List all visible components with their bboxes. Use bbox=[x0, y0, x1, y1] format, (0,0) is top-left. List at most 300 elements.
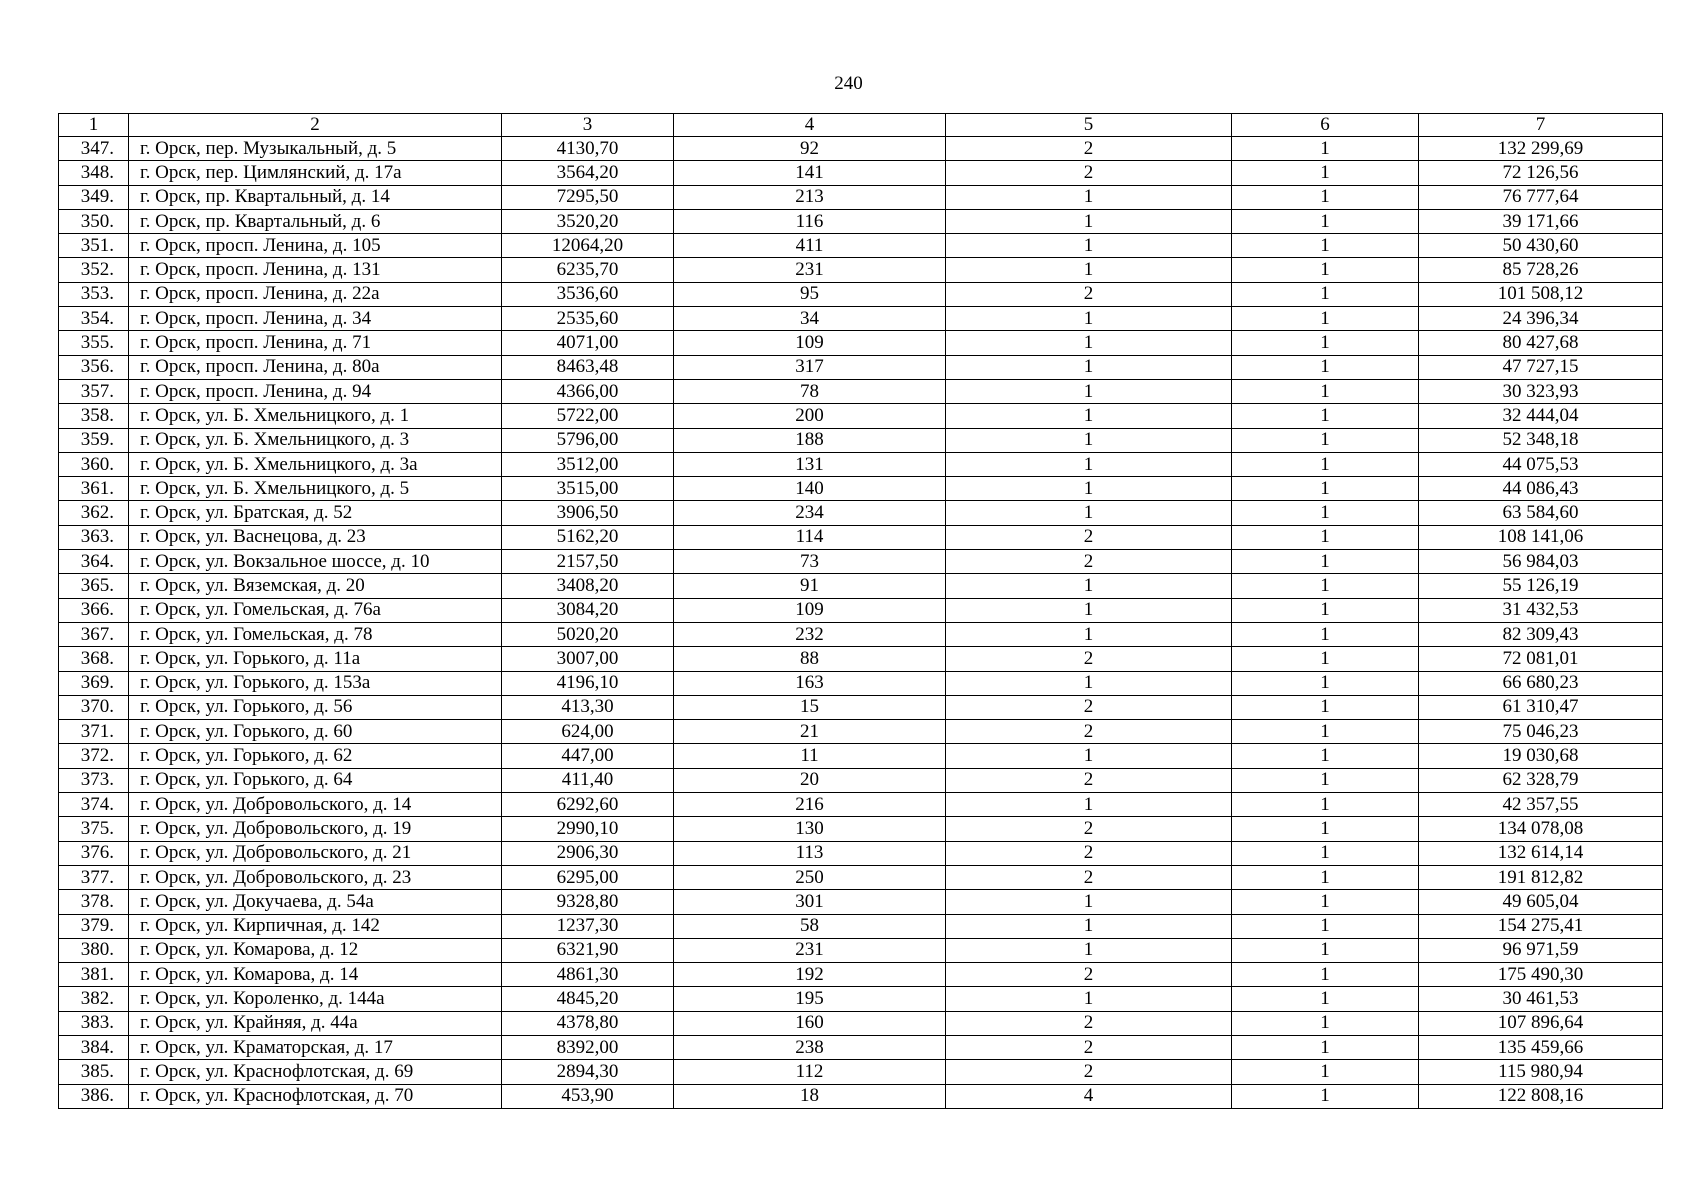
row-number-cell: 360. bbox=[59, 452, 129, 476]
address-cell: г. Орск, ул. Братская, д. 52 bbox=[129, 501, 502, 525]
col5-cell: 4 bbox=[946, 1084, 1232, 1108]
col5-cell: 2 bbox=[946, 768, 1232, 792]
table-row bbox=[59, 938, 1663, 962]
column-header: 6 bbox=[1232, 114, 1419, 137]
area-cell: 3520,20 bbox=[502, 209, 674, 233]
table-row bbox=[59, 987, 1663, 1011]
row-number-cell: 380. bbox=[59, 938, 129, 962]
address-cell: г. Орск, ул. Б. Хмельницкого, д. 3а bbox=[129, 452, 502, 476]
address-cell: г. Орск, ул. Короленко, д. 144а bbox=[129, 987, 502, 1011]
col4-cell: 78 bbox=[674, 379, 946, 403]
col4-cell: 188 bbox=[674, 428, 946, 452]
row-number-cell: 365. bbox=[59, 574, 129, 598]
col4-cell: 213 bbox=[674, 185, 946, 209]
col4-cell: 411 bbox=[674, 234, 946, 258]
area-cell: 624,00 bbox=[502, 720, 674, 744]
row-number-cell: 362. bbox=[59, 501, 129, 525]
row-number-cell: 378. bbox=[59, 890, 129, 914]
col4-cell: 250 bbox=[674, 865, 946, 889]
row-number-cell: 367. bbox=[59, 622, 129, 646]
area-cell: 5162,20 bbox=[502, 525, 674, 549]
table-row bbox=[59, 1011, 1663, 1035]
address-cell: г. Орск, ул. Краснофлотская, д. 70 bbox=[129, 1084, 502, 1108]
col6-cell: 1 bbox=[1232, 355, 1419, 379]
row-number-cell: 358. bbox=[59, 404, 129, 428]
address-cell: г. Орск, ул. Б. Хмельницкого, д. 3 bbox=[129, 428, 502, 452]
col5-cell: 1 bbox=[946, 744, 1232, 768]
col5-cell: 1 bbox=[946, 258, 1232, 282]
table-row bbox=[59, 841, 1663, 865]
area-cell: 4196,10 bbox=[502, 671, 674, 695]
address-cell: г. Орск, ул. Краснофлотская, д. 69 bbox=[129, 1060, 502, 1084]
amount-cell: 61 310,47 bbox=[1419, 695, 1663, 719]
col6-cell: 1 bbox=[1232, 331, 1419, 355]
col4-cell: 192 bbox=[674, 963, 946, 987]
area-cell: 4366,00 bbox=[502, 379, 674, 403]
row-number-cell: 364. bbox=[59, 550, 129, 574]
table-row bbox=[59, 331, 1663, 355]
address-cell: г. Орск, ул. Вяземская, д. 20 bbox=[129, 574, 502, 598]
amount-cell: 115 980,94 bbox=[1419, 1060, 1663, 1084]
address-cell: г. Орск, ул. Б. Хмельницкого, д. 5 bbox=[129, 477, 502, 501]
amount-cell: 75 046,23 bbox=[1419, 720, 1663, 744]
amount-cell: 50 430,60 bbox=[1419, 234, 1663, 258]
row-number-cell: 354. bbox=[59, 307, 129, 331]
address-cell: г. Орск, просп. Ленина, д. 94 bbox=[129, 379, 502, 403]
col5-cell: 2 bbox=[946, 817, 1232, 841]
address-cell: г. Орск, ул. Гомельская, д. 76а bbox=[129, 598, 502, 622]
col4-cell: 163 bbox=[674, 671, 946, 695]
area-cell: 8463,48 bbox=[502, 355, 674, 379]
amount-cell: 39 171,66 bbox=[1419, 209, 1663, 233]
col4-cell: 114 bbox=[674, 525, 946, 549]
address-cell: г. Орск, ул. Гомельская, д. 78 bbox=[129, 622, 502, 646]
amount-cell: 56 984,03 bbox=[1419, 550, 1663, 574]
address-cell: г. Орск, просп. Ленина, д. 22а bbox=[129, 282, 502, 306]
col6-cell: 1 bbox=[1232, 622, 1419, 646]
col4-cell: 15 bbox=[674, 695, 946, 719]
col6-cell: 1 bbox=[1232, 307, 1419, 331]
table-row bbox=[59, 258, 1663, 282]
row-number-cell: 376. bbox=[59, 841, 129, 865]
row-number-cell: 348. bbox=[59, 161, 129, 185]
table-row bbox=[59, 477, 1663, 501]
row-number-cell: 353. bbox=[59, 282, 129, 306]
col5-cell: 1 bbox=[946, 477, 1232, 501]
col6-cell: 1 bbox=[1232, 1035, 1419, 1059]
col5-cell: 1 bbox=[946, 209, 1232, 233]
row-number-cell: 385. bbox=[59, 1060, 129, 1084]
amount-cell: 96 971,59 bbox=[1419, 938, 1663, 962]
col5-cell: 2 bbox=[946, 525, 1232, 549]
row-number-cell: 355. bbox=[59, 331, 129, 355]
col6-cell: 1 bbox=[1232, 1084, 1419, 1108]
address-cell: г. Орск, ул. Комарова, д. 12 bbox=[129, 938, 502, 962]
col5-cell: 2 bbox=[946, 161, 1232, 185]
amount-cell: 19 030,68 bbox=[1419, 744, 1663, 768]
amount-cell: 82 309,43 bbox=[1419, 622, 1663, 646]
row-number-cell: 383. bbox=[59, 1011, 129, 1035]
col5-cell: 2 bbox=[946, 1060, 1232, 1084]
col5-cell: 2 bbox=[946, 647, 1232, 671]
col5-cell: 2 bbox=[946, 550, 1232, 574]
row-number-cell: 375. bbox=[59, 817, 129, 841]
amount-cell: 175 490,30 bbox=[1419, 963, 1663, 987]
amount-cell: 32 444,04 bbox=[1419, 404, 1663, 428]
table-row bbox=[59, 817, 1663, 841]
amount-cell: 107 896,64 bbox=[1419, 1011, 1663, 1035]
area-cell: 7295,50 bbox=[502, 185, 674, 209]
area-cell: 5020,20 bbox=[502, 622, 674, 646]
col4-cell: 20 bbox=[674, 768, 946, 792]
col4-cell: 234 bbox=[674, 501, 946, 525]
col6-cell: 1 bbox=[1232, 525, 1419, 549]
area-cell: 8392,00 bbox=[502, 1035, 674, 1059]
row-number-cell: 370. bbox=[59, 695, 129, 719]
col4-cell: 34 bbox=[674, 307, 946, 331]
area-cell: 4071,00 bbox=[502, 331, 674, 355]
col6-cell: 1 bbox=[1232, 258, 1419, 282]
area-cell: 3536,60 bbox=[502, 282, 674, 306]
area-cell: 4378,80 bbox=[502, 1011, 674, 1035]
address-cell: г. Орск, пр. Квартальный, д. 6 bbox=[129, 209, 502, 233]
col6-cell: 1 bbox=[1232, 793, 1419, 817]
address-cell: г. Орск, ул. Горького, д. 60 bbox=[129, 720, 502, 744]
address-cell: г. Орск, ул. Добровольского, д. 21 bbox=[129, 841, 502, 865]
row-number-cell: 356. bbox=[59, 355, 129, 379]
col6-cell: 1 bbox=[1232, 452, 1419, 476]
col4-cell: 113 bbox=[674, 841, 946, 865]
address-cell: г. Орск, ул. Добровольского, д. 23 bbox=[129, 865, 502, 889]
address-cell: г. Орск, ул. Кирпичная, д. 142 bbox=[129, 914, 502, 938]
col4-cell: 109 bbox=[674, 598, 946, 622]
row-number-cell: 349. bbox=[59, 185, 129, 209]
address-cell: г. Орск, просп. Ленина, д. 131 bbox=[129, 258, 502, 282]
area-cell: 2906,30 bbox=[502, 841, 674, 865]
row-number-cell: 371. bbox=[59, 720, 129, 744]
area-cell: 6295,00 bbox=[502, 865, 674, 889]
row-number-cell: 386. bbox=[59, 1084, 129, 1108]
amount-cell: 24 396,34 bbox=[1419, 307, 1663, 331]
area-cell: 3512,00 bbox=[502, 452, 674, 476]
col6-cell: 1 bbox=[1232, 695, 1419, 719]
address-cell: г. Орск, пр. Квартальный, д. 14 bbox=[129, 185, 502, 209]
amount-cell: 52 348,18 bbox=[1419, 428, 1663, 452]
address-cell: г. Орск, ул. Васнецова, д. 23 bbox=[129, 525, 502, 549]
row-number-cell: 377. bbox=[59, 865, 129, 889]
column-header: 4 bbox=[674, 114, 946, 137]
col5-cell: 1 bbox=[946, 428, 1232, 452]
table-row bbox=[59, 282, 1663, 306]
col6-cell: 1 bbox=[1232, 209, 1419, 233]
row-number-cell: 382. bbox=[59, 987, 129, 1011]
amount-cell: 30 461,53 bbox=[1419, 987, 1663, 1011]
col4-cell: 232 bbox=[674, 622, 946, 646]
col6-cell: 1 bbox=[1232, 185, 1419, 209]
table-row bbox=[59, 622, 1663, 646]
row-number-cell: 368. bbox=[59, 647, 129, 671]
col5-cell: 1 bbox=[946, 452, 1232, 476]
address-cell: г. Орск, ул. Горького, д. 64 bbox=[129, 768, 502, 792]
col6-cell: 1 bbox=[1232, 404, 1419, 428]
area-cell: 9328,80 bbox=[502, 890, 674, 914]
amount-cell: 132 614,14 bbox=[1419, 841, 1663, 865]
col4-cell: 11 bbox=[674, 744, 946, 768]
col4-cell: 112 bbox=[674, 1060, 946, 1084]
area-cell: 1237,30 bbox=[502, 914, 674, 938]
area-cell: 6292,60 bbox=[502, 793, 674, 817]
amount-cell: 62 328,79 bbox=[1419, 768, 1663, 792]
row-number-cell: 351. bbox=[59, 234, 129, 258]
amount-cell: 47 727,15 bbox=[1419, 355, 1663, 379]
col4-cell: 231 bbox=[674, 938, 946, 962]
address-cell: г. Орск, ул. Горького, д. 62 bbox=[129, 744, 502, 768]
column-header: 5 bbox=[946, 114, 1232, 137]
col4-cell: 130 bbox=[674, 817, 946, 841]
amount-cell: 72 081,01 bbox=[1419, 647, 1663, 671]
address-cell: г. Орск, ул. Добровольского, д. 14 bbox=[129, 793, 502, 817]
area-cell: 2157,50 bbox=[502, 550, 674, 574]
data-table bbox=[58, 113, 1663, 1109]
col6-cell: 1 bbox=[1232, 501, 1419, 525]
col6-cell: 1 bbox=[1232, 938, 1419, 962]
area-cell: 3564,20 bbox=[502, 161, 674, 185]
address-cell: г. Орск, ул. Докучаева, д. 54а bbox=[129, 890, 502, 914]
col6-cell: 1 bbox=[1232, 477, 1419, 501]
address-cell: г. Орск, ул. Комарова, д. 14 bbox=[129, 963, 502, 987]
table-row bbox=[59, 768, 1663, 792]
area-cell: 3084,20 bbox=[502, 598, 674, 622]
address-cell: г. Орск, ул. Вокзальное шоссе, д. 10 bbox=[129, 550, 502, 574]
row-number-cell: 369. bbox=[59, 671, 129, 695]
row-number-cell: 352. bbox=[59, 258, 129, 282]
table-row bbox=[59, 793, 1663, 817]
address-cell: г. Орск, пер. Музыкальный, д. 5 bbox=[129, 137, 502, 161]
col6-cell: 1 bbox=[1232, 598, 1419, 622]
col6-cell: 1 bbox=[1232, 282, 1419, 306]
address-cell: г. Орск, ул. Крайняя, д. 44а bbox=[129, 1011, 502, 1035]
table-row bbox=[59, 598, 1663, 622]
address-cell: г. Орск, ул. Горького, д. 11а bbox=[129, 647, 502, 671]
row-number-cell: 361. bbox=[59, 477, 129, 501]
amount-cell: 49 605,04 bbox=[1419, 890, 1663, 914]
row-number-cell: 372. bbox=[59, 744, 129, 768]
table-row bbox=[59, 720, 1663, 744]
area-cell: 453,90 bbox=[502, 1084, 674, 1108]
amount-cell: 44 075,53 bbox=[1419, 452, 1663, 476]
table-row bbox=[59, 501, 1663, 525]
col4-cell: 92 bbox=[674, 137, 946, 161]
row-number-cell: 359. bbox=[59, 428, 129, 452]
amount-cell: 154 275,41 bbox=[1419, 914, 1663, 938]
col4-cell: 88 bbox=[674, 647, 946, 671]
table-row bbox=[59, 574, 1663, 598]
table-row bbox=[59, 1060, 1663, 1084]
table-row bbox=[59, 355, 1663, 379]
amount-cell: 134 078,08 bbox=[1419, 817, 1663, 841]
row-number-cell: 374. bbox=[59, 793, 129, 817]
col5-cell: 1 bbox=[946, 987, 1232, 1011]
col6-cell: 1 bbox=[1232, 1011, 1419, 1035]
table-row bbox=[59, 671, 1663, 695]
amount-cell: 122 808,16 bbox=[1419, 1084, 1663, 1108]
col6-cell: 1 bbox=[1232, 550, 1419, 574]
col5-cell: 1 bbox=[946, 622, 1232, 646]
col4-cell: 109 bbox=[674, 331, 946, 355]
table-row bbox=[59, 161, 1663, 185]
col5-cell: 2 bbox=[946, 1011, 1232, 1035]
amount-cell: 30 323,93 bbox=[1419, 379, 1663, 403]
col6-cell: 1 bbox=[1232, 137, 1419, 161]
col5-cell: 1 bbox=[946, 185, 1232, 209]
table-row bbox=[59, 647, 1663, 671]
col4-cell: 131 bbox=[674, 452, 946, 476]
amount-cell: 135 459,66 bbox=[1419, 1035, 1663, 1059]
table-row bbox=[59, 404, 1663, 428]
area-cell: 4130,70 bbox=[502, 137, 674, 161]
area-cell: 413,30 bbox=[502, 695, 674, 719]
col4-cell: 216 bbox=[674, 793, 946, 817]
table-header-row bbox=[59, 114, 1663, 137]
amount-cell: 191 812,82 bbox=[1419, 865, 1663, 889]
address-cell: г. Орск, просп. Ленина, д. 71 bbox=[129, 331, 502, 355]
area-cell: 3007,00 bbox=[502, 647, 674, 671]
area-cell: 411,40 bbox=[502, 768, 674, 792]
table-row bbox=[59, 914, 1663, 938]
col5-cell: 2 bbox=[946, 720, 1232, 744]
area-cell: 12064,20 bbox=[502, 234, 674, 258]
page-number: 240 bbox=[834, 73, 863, 94]
row-number-cell: 366. bbox=[59, 598, 129, 622]
col5-cell: 2 bbox=[946, 1035, 1232, 1059]
amount-cell: 85 728,26 bbox=[1419, 258, 1663, 282]
address-cell: г. Орск, пер. Цимлянский, д. 17а bbox=[129, 161, 502, 185]
area-cell: 3408,20 bbox=[502, 574, 674, 598]
table-row bbox=[59, 695, 1663, 719]
area-cell: 3515,00 bbox=[502, 477, 674, 501]
address-cell: г. Орск, просп. Ленина, д. 105 bbox=[129, 234, 502, 258]
address-cell: г. Орск, просп. Ленина, д. 34 bbox=[129, 307, 502, 331]
table-row bbox=[59, 307, 1663, 331]
address-cell: г. Орск, ул. Б. Хмельницкого, д. 1 bbox=[129, 404, 502, 428]
col5-cell: 1 bbox=[946, 671, 1232, 695]
col6-cell: 1 bbox=[1232, 963, 1419, 987]
amount-cell: 55 126,19 bbox=[1419, 574, 1663, 598]
col6-cell: 1 bbox=[1232, 744, 1419, 768]
area-cell: 2535,60 bbox=[502, 307, 674, 331]
row-number-cell: 363. bbox=[59, 525, 129, 549]
col4-cell: 317 bbox=[674, 355, 946, 379]
col4-cell: 141 bbox=[674, 161, 946, 185]
col4-cell: 58 bbox=[674, 914, 946, 938]
address-cell: г. Орск, ул. Краматорская, д. 17 bbox=[129, 1035, 502, 1059]
col5-cell: 1 bbox=[946, 890, 1232, 914]
col5-cell: 2 bbox=[946, 282, 1232, 306]
area-cell: 4861,30 bbox=[502, 963, 674, 987]
col5-cell: 1 bbox=[946, 598, 1232, 622]
col6-cell: 1 bbox=[1232, 161, 1419, 185]
column-header: 1 bbox=[59, 114, 129, 137]
col6-cell: 1 bbox=[1232, 574, 1419, 598]
col4-cell: 238 bbox=[674, 1035, 946, 1059]
table-row bbox=[59, 234, 1663, 258]
area-cell: 5722,00 bbox=[502, 404, 674, 428]
col5-cell: 1 bbox=[946, 404, 1232, 428]
col6-cell: 1 bbox=[1232, 841, 1419, 865]
col4-cell: 21 bbox=[674, 720, 946, 744]
amount-cell: 101 508,12 bbox=[1419, 282, 1663, 306]
column-header: 7 bbox=[1419, 114, 1663, 137]
table-row bbox=[59, 744, 1663, 768]
col4-cell: 160 bbox=[674, 1011, 946, 1035]
amount-cell: 80 427,68 bbox=[1419, 331, 1663, 355]
amount-cell: 66 680,23 bbox=[1419, 671, 1663, 695]
table-row bbox=[59, 185, 1663, 209]
col6-cell: 1 bbox=[1232, 987, 1419, 1011]
amount-cell: 76 777,64 bbox=[1419, 185, 1663, 209]
table-row bbox=[59, 137, 1663, 161]
area-cell: 3906,50 bbox=[502, 501, 674, 525]
area-cell: 4845,20 bbox=[502, 987, 674, 1011]
row-number-cell: 373. bbox=[59, 768, 129, 792]
col4-cell: 116 bbox=[674, 209, 946, 233]
area-cell: 6321,90 bbox=[502, 938, 674, 962]
col5-cell: 1 bbox=[946, 793, 1232, 817]
col5-cell: 1 bbox=[946, 331, 1232, 355]
area-cell: 6235,70 bbox=[502, 258, 674, 282]
col5-cell: 1 bbox=[946, 234, 1232, 258]
col6-cell: 1 bbox=[1232, 768, 1419, 792]
row-number-cell: 381. bbox=[59, 963, 129, 987]
col5-cell: 1 bbox=[946, 574, 1232, 598]
column-header: 3 bbox=[502, 114, 674, 137]
col6-cell: 1 bbox=[1232, 865, 1419, 889]
col5-cell: 1 bbox=[946, 355, 1232, 379]
col5-cell: 2 bbox=[946, 865, 1232, 889]
col4-cell: 73 bbox=[674, 550, 946, 574]
col4-cell: 301 bbox=[674, 890, 946, 914]
col4-cell: 91 bbox=[674, 574, 946, 598]
col5-cell: 2 bbox=[946, 137, 1232, 161]
row-number-cell: 357. bbox=[59, 379, 129, 403]
table-row bbox=[59, 865, 1663, 889]
address-cell: г. Орск, ул. Добровольского, д. 19 bbox=[129, 817, 502, 841]
col5-cell: 2 bbox=[946, 695, 1232, 719]
col6-cell: 1 bbox=[1232, 914, 1419, 938]
table-row bbox=[59, 1035, 1663, 1059]
col4-cell: 195 bbox=[674, 987, 946, 1011]
col4-cell: 18 bbox=[674, 1084, 946, 1108]
table-row bbox=[59, 890, 1663, 914]
col6-cell: 1 bbox=[1232, 379, 1419, 403]
table-row bbox=[59, 963, 1663, 987]
col5-cell: 1 bbox=[946, 938, 1232, 962]
col5-cell: 1 bbox=[946, 501, 1232, 525]
table-row bbox=[59, 550, 1663, 574]
amount-cell: 31 432,53 bbox=[1419, 598, 1663, 622]
column-header: 2 bbox=[129, 114, 502, 137]
col6-cell: 1 bbox=[1232, 428, 1419, 452]
area-cell: 447,00 bbox=[502, 744, 674, 768]
col4-cell: 140 bbox=[674, 477, 946, 501]
col6-cell: 1 bbox=[1232, 890, 1419, 914]
col6-cell: 1 bbox=[1232, 671, 1419, 695]
table-row bbox=[59, 428, 1663, 452]
row-number-cell: 384. bbox=[59, 1035, 129, 1059]
table-row bbox=[59, 452, 1663, 476]
amount-cell: 44 086,43 bbox=[1419, 477, 1663, 501]
address-cell: г. Орск, просп. Ленина, д. 80а bbox=[129, 355, 502, 379]
